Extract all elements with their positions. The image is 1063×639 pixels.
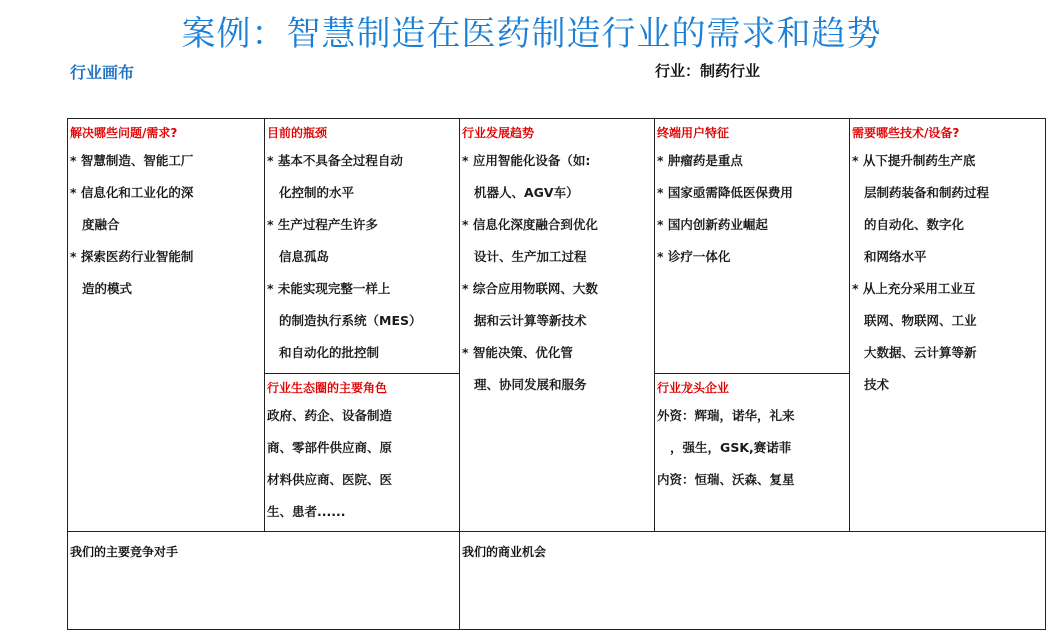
cell-heading: 目前的瓶颈 xyxy=(267,126,328,140)
text-line: 内资：恒瑞、沃森、复星 xyxy=(657,472,795,487)
canvas-label: 行业画布 xyxy=(70,63,135,82)
list-item: * 智慧制造、智能工厂 xyxy=(70,153,194,168)
cell-heading: 行业龙头企业 xyxy=(657,381,730,395)
cell-trends xyxy=(460,119,654,531)
list-item: * 信息化和工业化的深 xyxy=(70,185,194,200)
cell-heading: 我们的商业机会 xyxy=(462,545,547,559)
list-item: 据和云计算等新技术 xyxy=(474,313,587,328)
text-line: 商、零部件供应商、原 xyxy=(267,440,393,455)
tech-list xyxy=(852,145,1045,401)
problems-list xyxy=(70,145,264,305)
list-item: * 肿瘤药是重点 xyxy=(657,153,743,168)
list-item: 机器人、AGV车） xyxy=(474,185,579,200)
industry-canvas xyxy=(67,118,1046,630)
cell-heading: 解决哪些问题/需求? xyxy=(70,126,178,140)
users-list xyxy=(657,145,849,273)
cell-bottleneck xyxy=(265,119,459,373)
cell-ecosystem xyxy=(265,374,459,531)
cell-heading: 行业发展趋势 xyxy=(462,126,535,140)
text-line: 生、患者...... xyxy=(267,504,346,519)
list-item: * 信息化深度融合到优化 xyxy=(462,217,598,232)
list-item: * 国内创新药业崛起 xyxy=(657,217,768,232)
cell-tech xyxy=(850,119,1045,531)
text-line: 外资：辉瑞，诺华，礼来 xyxy=(657,408,795,423)
industry-label: 行业：制药行业 xyxy=(655,62,761,80)
list-item: * 未能实现完整一样上 xyxy=(267,281,391,296)
list-item: 度融合 xyxy=(82,217,120,232)
cell-leaders xyxy=(655,374,849,531)
list-item: * 生产过程产生许多 xyxy=(267,217,378,232)
list-item: * 国家亟需降低医保费用 xyxy=(657,185,793,200)
leaders-text xyxy=(657,400,849,496)
list-item: * 智能决策、优化管 xyxy=(462,345,573,360)
cell-competitors xyxy=(68,532,459,630)
cell-opportunities xyxy=(460,532,1045,630)
ecosystem-text xyxy=(267,400,459,528)
list-item: * 诊疗一体化 xyxy=(657,249,731,264)
bottleneck-list xyxy=(267,145,459,369)
list-item: * 从下提升制药生产底 xyxy=(852,153,976,168)
list-item: 理、协同发展和服务 xyxy=(474,377,587,392)
list-item: * 基本不具备全过程自动 xyxy=(267,153,403,168)
page-title: 案例：智慧制造在医药制造行业的需求和趋势 xyxy=(181,14,882,54)
list-item: 层制药装备和制药过程 xyxy=(864,185,990,200)
list-item: 造的模式 xyxy=(82,281,133,296)
cell-heading: 终端用户特征 xyxy=(657,126,730,140)
trends-list xyxy=(462,145,654,401)
text-line: 材料供应商、医院、医 xyxy=(267,472,393,487)
cell-heading: 我们的主要竞争对手 xyxy=(70,545,179,559)
list-item: 设计、生产加工过程 xyxy=(474,249,587,264)
list-item: * 从上充分采用工业互 xyxy=(852,281,976,296)
cell-users xyxy=(655,119,849,373)
list-item: 和网络水平 xyxy=(864,249,927,264)
list-item: 化控制的水平 xyxy=(279,185,355,200)
text-line: ，强生，GSK,赛诺菲 xyxy=(657,440,792,455)
list-item: * 探索医药行业智能制 xyxy=(70,249,194,264)
list-item: 的自动化、数字化 xyxy=(864,217,965,232)
list-item: 信息孤岛 xyxy=(279,249,330,264)
list-item: 大数据、云计算等新 xyxy=(864,345,977,360)
list-item: 联网、物联网、工业 xyxy=(864,313,977,328)
list-item: 的制造执行系统（MES） xyxy=(279,313,422,328)
list-item: 和自动化的批控制 xyxy=(279,345,380,360)
list-item: * 应用智能化设备（如: xyxy=(462,153,591,168)
list-item: 技术 xyxy=(864,377,890,392)
cell-heading: 需要哪些技术/设备? xyxy=(852,126,960,140)
list-item: * 综合应用物联网、大数 xyxy=(462,281,598,296)
cell-heading: 行业生态圈的主要角色 xyxy=(267,381,388,395)
cell-problems xyxy=(68,119,264,531)
text-line: 政府、药企、设备制造 xyxy=(267,408,393,423)
